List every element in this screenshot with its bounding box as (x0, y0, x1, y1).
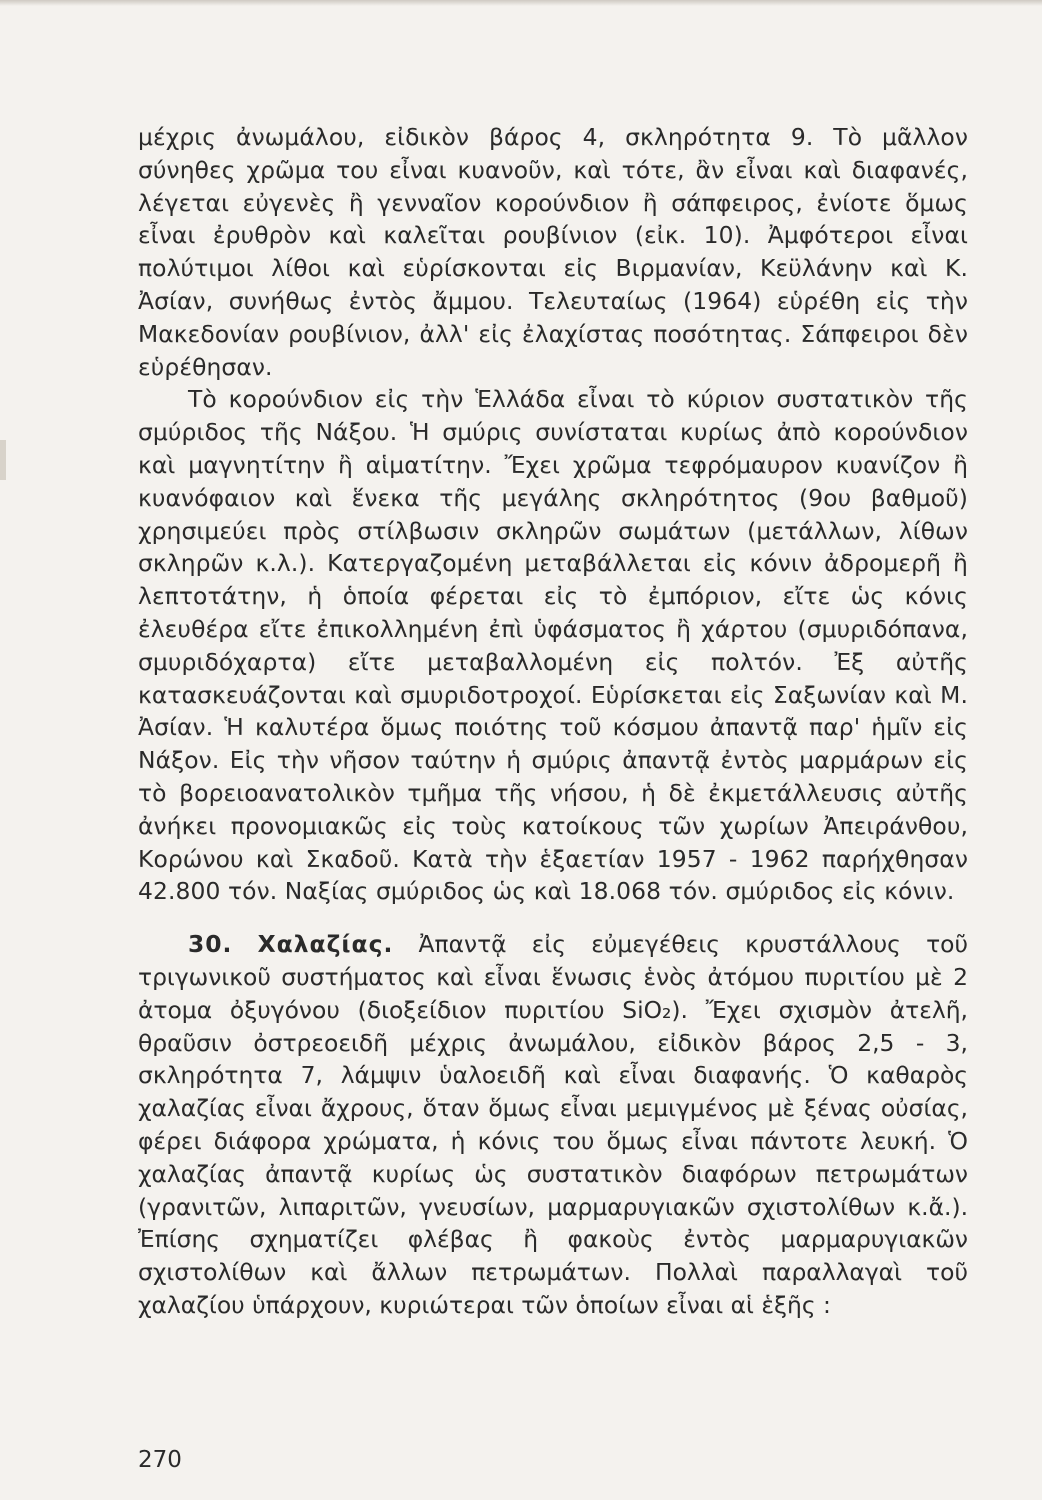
paragraph-emery: Τὸ κορούνδιον εἰς τὴν Ἑλλάδα εἶναι τὸ κύριον συστατικὸν τῆς σμύριδος τῆς Νάξου. Ἡ σμύρις συνίσταται κυρίως ἀπὸ κορούνδιον καὶ μαγνητίτην ἢ αἱματίτην. Ἔχει χρῶμα τεφρόμαυρον κυανίζον ἢ κυανόφαιον καὶ ἕνεκα τῆς μεγάλης σκληρότητος (9ου βαθμοῦ) χρησιμεύει πρὸς στίλβωσιν σκληρῶν σωμάτων (μετάλλων, λίθων σκληρῶν κ.λ.). Κατεργαζομένη μεταβάλλεται εἰς κόνιν ἀδρομερῆ ἢ λεπτοτάτην, ἡ ὁποία φέρεται εἰς τὸ ἐμπόριον, εἴτε ὡς κόνις ἐλευθέρα εἴτε ἐπικολλημένη ἐπὶ ὑφάσματος ἢ χάρτου (σμυριδόπανα, σμυριδόχαρτα) εἴτε μεταβαλλομένη εἰς πολτόν. Ἐξ αὐτῆς κατασκευάζονται καὶ σμυριδοτροχοί. Εὑρίσκεται εἰς Σαξωνίαν καὶ Μ. Ἀσίαν. Ἡ καλυτέρα ὅμως ποιότης τοῦ κόσμου ἀπαντᾷ παρ' ἡμῖν εἰς Νάξον. Εἰς τὴν νῆσον ταύτην ἡ σμύρις ἀπαντᾷ ἐντὸς μαρμάρων εἰς τὸ βορειοανατολικὸν τμῆμα τῆς νήσου, ἡ δὲ ἐκμετάλλευσις αὐτῆς ἀνήκει προνομιακῶς εἰς τοὺς κατοίκους τῶν χωρίων Ἀπειράνθου, Κορώνου καὶ Σκαδοῦ. Κατὰ τὴν ἑξαετίαν 1957 - 1962 παρήχθησαν 42.800 τόν. Ναξίας σμύριδος ὡς καὶ 18.068 τόν. σμύριδος εἰς κόνιν. (138, 385, 968, 906)
section-title: Χαλαζίας. (257, 930, 394, 959)
paragraph-corundum-continued: μέχρις ἀνωμάλου, εἰδικὸν βάρος 4, σκληρότητα 9. Τὸ μᾶλλον σύνηθες χρῶμα του εἶναι κυανοῦν, καὶ τότε, ἂν εἶναι καὶ διαφανές, λέγεται εὐγενὲς ἢ γενναῖον κορούνδιον ἢ σάπφειρος, ἐνίοτε ὅμως εἶναι ἐρυθρὸν καὶ καλεῖται ρουβίνιον (εἰκ. 10). Ἀμφότεροι εἶναι πολύτιμοι λίθοι καὶ εὑρίσκονται εἰς Βιρμανίαν, Κεϋλάνην καὶ Κ. Ἀσίαν, συνήθως ἐντὸς ἄμμου. Τελευταίως (1964) εὑρέθη εἰς τὴν Μακεδονίαν ρουβίνιον, ἀλλ' εἰς ἐλαχίστας ποσότητας. Σάπφειροι δὲν εὑρέθησαν. (138, 123, 968, 381)
page-number: 270 (138, 1447, 182, 1473)
section-number: 30. (188, 930, 233, 959)
page-top-edge (0, 0, 1042, 6)
section-quartz (138, 928, 968, 1322)
page-text-block (138, 121, 968, 1322)
binding-shadow (0, 440, 6, 480)
section-body: Ἀπαντᾷ εἰς εὐμεγέθεις κρυστάλλους τοῦ τριγωνικοῦ συστήματος καὶ εἶναι ἕνωσις ἑνὸς ἀτόμου πυριτίου μὲ 2 ἀτομα ὀξυγόνου (διοξείδιον πυριτίου SiO₂). Ἔχει σχισμὸν ἀτελῆ, θραῦσιν ὀστρεοειδῆ μέχρις ἀνωμάλου, εἰδικὸν βάρος 2,5 - 3, σκληρότητα 7, λάμψιν ὑαλοειδῆ καὶ εἶναι διαφανής. Ὁ καθαρὸς χαλαζίας εἶναι ἄχρους, ὅταν ὅμως εἶναι μεμιγμένος μὲ ξένας οὐσίας, φέρει διάφορα χρώματα, ἡ κόνις του ὅμως εἶναι πάντοτε λευκή. Ὁ χαλαζίας ἀπαντᾷ κυρίως ὡς συστατικὸν διαφόρων πετρωμάτων (γρανιτῶν, λιπαριτῶν, γνευσίων, μαρμαρυγιακῶν σχιστολίθων κ.ἄ.). Ἐπίσης σχηματίζει φλέβας ἢ φακοὺς ἐντὸς μαρμαρυγιακῶν σχιστολίθων καὶ ἄλλων πετρωμάτων. Πολλαὶ παραλλαγαὶ τοῦ χαλαζίου ὑπάρχουν, κυριώτεραι τῶν ὁποίων εἶναι αἱ ἑξῆς : (138, 930, 969, 1319)
